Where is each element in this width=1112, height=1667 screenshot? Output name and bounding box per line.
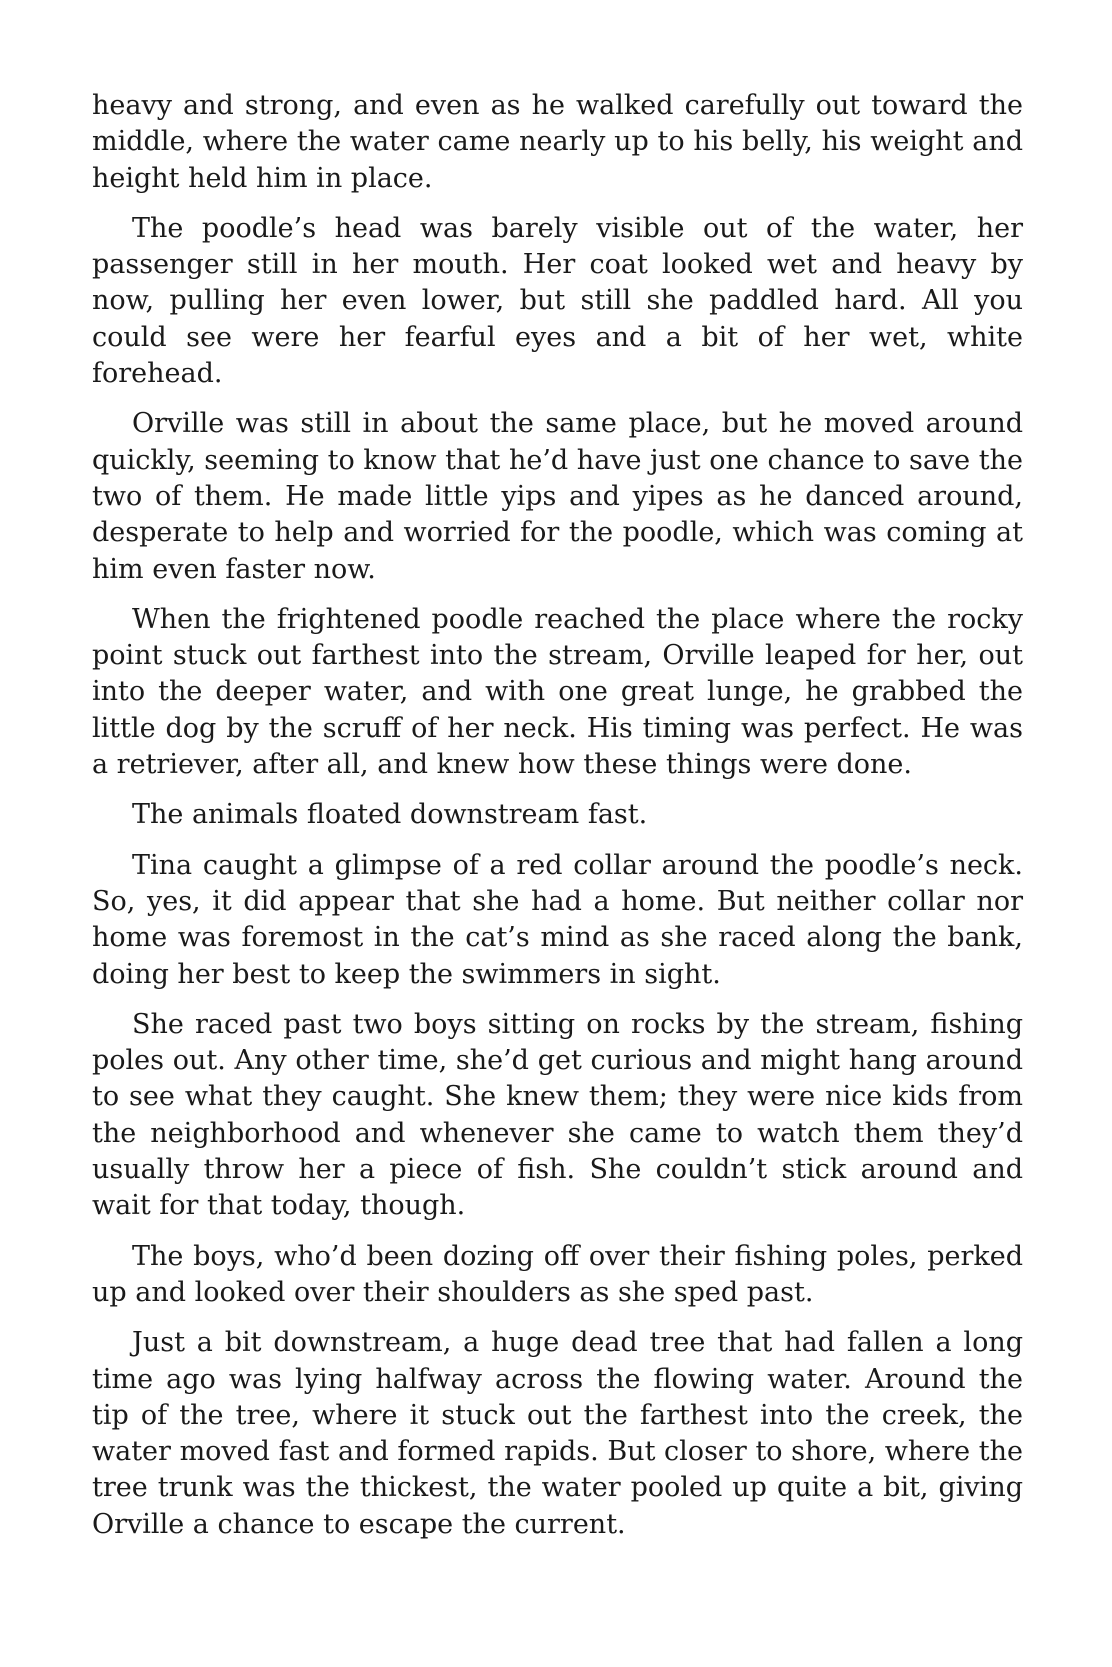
paragraph-4: When the frightened poodle reached the place where the rocky point stuck out farthest into the stream, Orville leaped for her, out into the deeper water, and with one great lunge, he grabbed the little dog by the scruff of her neck. His timing was perfect. He was a retriever, after all, and knew how these things were done. xyxy=(92,603,1023,781)
paragraph-2: The poodle’s head was barely visible out of the water, her passenger still in her mouth. Her coat looked wet and heavy by now, pulling her even lower, but still she paddled hard. All you could see were her fearful eyes and a bit of her wet, white forehead. xyxy=(92,212,1023,390)
paragraph-3: Orville was still in about the same place, but he moved around quickly, seeming to know that he’d have just one chance to save the two of them. He made little yips and yipes as he danced around, desperate to help and worried for the poodle, which was coming at him even faster now. xyxy=(92,408,1023,585)
paragraph-5: The animals floated downstream fast. xyxy=(132,799,648,831)
book-page-text xyxy=(92,88,1023,1557)
paragraph-6: Tina caught a glimpse of a red collar around the poodle’s neck. So, yes, it did appear that she had a home. But neither collar nor home was foremost in the cat’s mind as she raced along the bank, doing her best to keep the swimmers in sight. xyxy=(92,849,1023,990)
paragraph-8: The boys, who’d been dozing off over their fishing poles, perked up and looked over their shoulders as she sped past. xyxy=(92,1240,1023,1308)
paragraph-7: She raced past two boys sitting on rocks by the stream, fishing poles out. Any other time, she’d get curious and might hang around to see what they caught. She knew them; they were nice kids from the neighborhood and whenever she came to watch them they’d usually throw her a piece of fish. She couldn’t stick around and wait for that today, though. xyxy=(92,1008,1023,1222)
paragraph-1: heavy and strong, and even as he walked carefully out toward the middle, where the water came nearly up to his belly, his weight and height held him in place. xyxy=(92,90,1023,194)
paragraph-9: Just a bit downstream, a huge dead tree that had fallen a long time ago was lying halfway across the flowing water. Around the tip of the tree, where it stuck out the farthest into the creek, the water moved fast and formed rapids. But closer to shore, where the tree trunk was the thickest, the water pooled up quite a bit, giving Orville a chance to escape the current. xyxy=(92,1327,1023,1540)
